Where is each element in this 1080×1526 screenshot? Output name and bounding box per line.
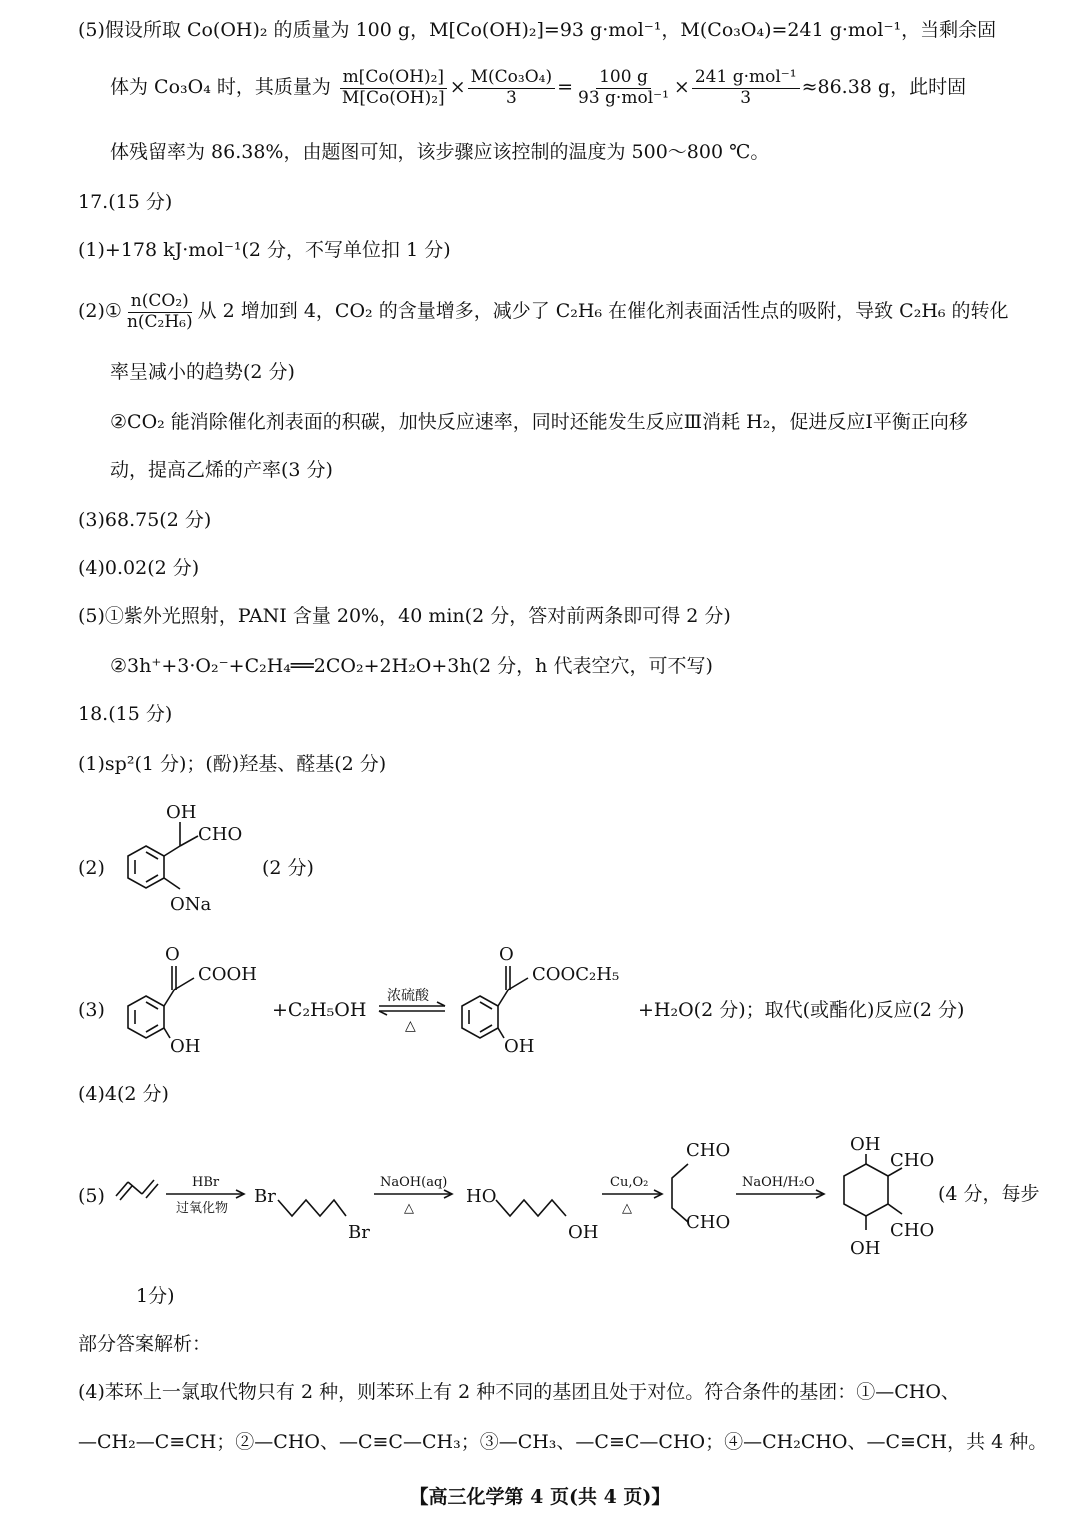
butanediol-structure [466, 1186, 598, 1243]
q17-answer-4: (4)0.02(2 分) [78, 557, 200, 579]
ester-group-label: COOC₂H₅ [532, 964, 620, 985]
analysis-title: 部分答案解析： [78, 1333, 212, 1355]
hydroxy-label: OH [568, 1222, 599, 1243]
fraction-molar-third [468, 68, 555, 108]
step-2-reagent: NaOH(aq) [380, 1175, 448, 1190]
q18-answer-5-score: (4 分，每步 [938, 1183, 1040, 1205]
heat-label: △ [405, 1018, 416, 1034]
catalyst-label: 浓硫酸 [387, 988, 429, 1004]
step-4-reagent: NaOH/H₂O [742, 1175, 815, 1190]
step-2-condition: △ [404, 1201, 414, 1216]
q17-answer-2-cont: 率呈减小的趋势(2 分) [110, 361, 295, 383]
dibromobutane-structure [254, 1186, 370, 1243]
q18-answer-2-score: (2 分) [262, 857, 314, 879]
sodium-oxide-group-label: ONa [170, 894, 212, 915]
q18-answer-5-score-cont: 1分) [136, 1285, 175, 1307]
fraction-denominator: 93 g·mol⁻¹ [578, 87, 669, 108]
carboxyl-group-label: COOH [198, 964, 257, 985]
step-3-reagent: Cu,O₂ [610, 1175, 649, 1190]
q17-answer-2 [78, 292, 1009, 332]
arrow-step-1 [166, 1175, 244, 1216]
hydroxyl-group-label: OH [170, 1036, 201, 1057]
fraction-value [575, 68, 672, 108]
carbonyl-oxygen-label: O [165, 944, 180, 965]
synthesis-route [112, 1130, 942, 1260]
fraction-denominator: n(C₂H₆) [126, 311, 193, 332]
q16-5-line2-suffix: ≈86.38 g，此时固 [801, 76, 967, 99]
q17-answer-2b-cont: 动，提高乙烯的产率(3 分) [110, 459, 333, 481]
fraction-numerator: 241 g·mol⁻¹ [692, 68, 800, 89]
hydroxy-label: OH [850, 1238, 881, 1259]
fraction-numerator: m[Co(OH)₂] [340, 68, 447, 89]
structure-sodium-phenoxide-aldehyde [108, 796, 288, 926]
step-1-reagent: HBr [192, 1175, 220, 1190]
hydroxyl-group-label: OH [166, 802, 197, 823]
analysis-line1: (4)苯环上一氯取代物只有 2 种，则苯环上有 2 种不同的基团且处于对位。符合条件的基团：①—CHO、 [78, 1381, 960, 1403]
bromo-label: Br [254, 1186, 276, 1207]
carbonyl-oxygen-label: O [499, 944, 514, 965]
arrow-step-2 [374, 1175, 452, 1216]
arrow-step-4 [736, 1175, 824, 1198]
hydroxy-label: HO [466, 1186, 497, 1207]
q17-answer-3: (3)68.75(2 分) [78, 509, 212, 531]
q16-5-line3: 体残留率为 86.38%，由题图可知，该步骤应该控制的温度为 500～800 ℃。 [110, 141, 770, 163]
fraction-value-2 [692, 68, 800, 108]
reaction-arrow-esterification [375, 984, 449, 1036]
step-3-condition: △ [622, 1201, 632, 1216]
q18-answer-3-label: (3) [78, 999, 105, 1021]
q17-answer-2-prefix: (2)① [78, 300, 122, 323]
q17-answer-2b: ②CO₂ 能消除催化剂表面的积碳，加快反应速率，同时还能发生反应Ⅲ消耗 H₂，促进反应Ⅰ平衡正向移 [110, 411, 968, 433]
fraction-mass-ratio [339, 68, 448, 108]
analysis-line2: —CH₂—C≡CH；②—CHO、—C≡C—CH₃；③—CH₃、—C≡C—CHO；④—CH₂CHO、—C≡CH，共 4 种。 [78, 1431, 1048, 1453]
aldehyde-group-label: CHO [198, 824, 243, 845]
aldehyde-label: CHO [686, 1212, 731, 1233]
fraction-numerator: M(Co₃O₄) [468, 68, 555, 89]
fraction-denominator: 3 [740, 87, 752, 108]
hydroxyl-group-label: OH [504, 1036, 535, 1057]
q16-5-line2: 体为 Co₃O₄ 时，其质量为 $\frac{\text{m[Co(OH)₂]}}{\text{M[Co(OH)₂]}}$ × $\frac{\text{M(Co₃O₄)}}{3}$ = $\frac{100 g}{\text{93 g·mol⁻¹}}$ × $\frac{\text{241 g·mol⁻¹}}{3}$ ≈86.38 g，此时固 [110, 67, 967, 108]
fraction-denominator: 3 [505, 87, 517, 108]
fraction-numerator: n(CO₂) [128, 292, 192, 313]
q18-answer-3-tail: +H₂O(2 分)；取代(或酯化)反应(2 分) [638, 999, 965, 1021]
q17-title: 17.(15 分) [78, 191, 173, 213]
q17-answer-5b: ②3h⁺+3·O₂⁻+C₂H₄══2CO₂+2H₂O+3h(2 分，h 代表空穴，可不写) [110, 655, 713, 677]
fraction-numerator: 100 g [596, 68, 651, 89]
structure-keto-acid [108, 938, 278, 1058]
q18-answer-4: (4)4(2 分) [78, 1083, 169, 1105]
q17-answer-1: (1)+178 kJ·mol⁻¹(2 分，不写单位扣 1 分) [78, 239, 451, 261]
cyclohexane-dialdehyde-diol-structure [844, 1134, 934, 1259]
succinaldehyde-structure [672, 1140, 730, 1233]
bromo-label: Br [348, 1222, 370, 1243]
hydroxy-label: OH [850, 1134, 881, 1155]
fraction-denominator: M[Co(OH)₂] [341, 87, 445, 108]
q18-answer-2-label: (2) [78, 857, 105, 879]
fraction-ratio [124, 292, 196, 332]
q18-answer-5-label: (5) [78, 1185, 105, 1207]
step-1-condition: 过氧化物 [176, 1201, 229, 1216]
q18-title: 18.(15 分) [78, 703, 173, 725]
q18-answer-1: (1)sp²(1 分)；(酚)羟基、醛基(2 分) [78, 753, 387, 775]
butadiene-structure [116, 1180, 158, 1200]
bond [164, 846, 180, 856]
aldehyde-label: CHO [686, 1140, 731, 1161]
arrow-step-3 [602, 1175, 662, 1216]
q17-answer-2-text: 从 2 增加到 4，CO₂ 的含量增多，减少了 C₂H₆ 在催化剂表面活性点的吸附，导致 C₂H₆ 的转化 [197, 300, 1009, 323]
q16-5-line1: (5)假设所取 Co(OH)₂ 的质量为 100 g，M[Co(OH)₂]=93 g·mol⁻¹，M(Co₃O₄)=241 g·mol⁻¹，当剩余固 [78, 19, 997, 41]
page-footer: 【高三化学第 4 页(共 4 页)】 [409, 1486, 671, 1508]
q18-answer-3-reagent: +C₂H₅OH [272, 999, 367, 1021]
aldehyde-label: CHO [890, 1220, 935, 1241]
aldehyde-label: CHO [890, 1150, 935, 1171]
structure-keto-ester [442, 938, 632, 1058]
q16-5-line2-prefix: 体为 Co₃O₄ 时，其质量为 [110, 76, 331, 99]
q17-answer-5: (5)①紫外光照射，PANI 含量 20%，40 min(2 分，答对前两条即可得 2 分) [78, 605, 731, 627]
